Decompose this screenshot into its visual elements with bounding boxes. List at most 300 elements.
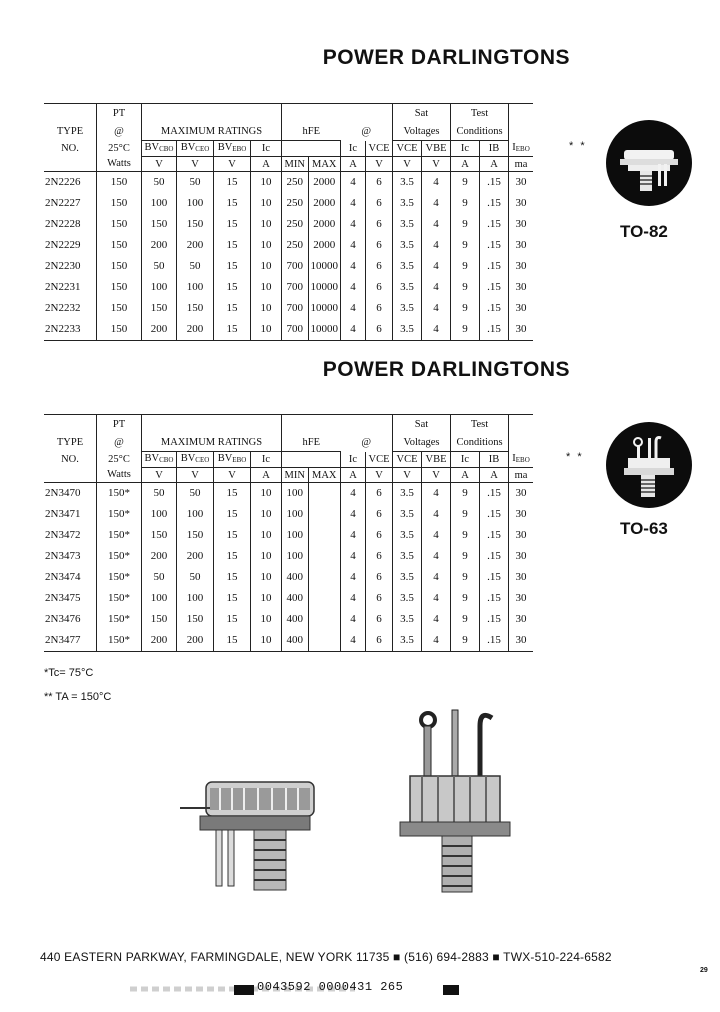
cell-ib-test: .15 [480,504,509,525]
iebo-note-marks: * * [569,140,587,152]
cell-type: 2N2227 [44,193,97,214]
cell-hfe-min: 250 [282,235,309,256]
header-conditions: Conditions [451,122,509,141]
unit-v: V [366,468,393,483]
cell-vce-sat: 3.5 [393,525,422,546]
cell-pt: 150* [97,567,142,588]
cell-pt: 150 [97,277,142,298]
header-sat: Sat [393,415,451,434]
cell-ib-test: .15 [480,256,509,277]
cell-ic-at: 4 [341,256,366,277]
header-blank [282,452,309,468]
cell-ic-test: 9 [451,214,480,235]
cell-type: 2N2233 [44,319,97,341]
table-row [44,483,533,505]
header-hfe-at: @ [341,433,393,452]
header-blank [341,104,393,123]
header-pt-at: @ [97,433,142,452]
cell-ic-at: 4 [341,277,366,298]
cell-iebo: 30 [515,176,527,188]
section-title: POWER DARLINGTONS [322,358,570,381]
header-pt-at: @ [97,122,142,141]
table-row [44,609,533,630]
cell-bvcbo: 150 [142,525,177,546]
cell-vce-at: 6 [366,630,393,652]
cell-hfe-min: 400 [282,630,309,652]
cell-bvcbo: 100 [142,504,177,525]
cell-bvebo: 15 [214,256,251,277]
cell-iebo: 30 [515,197,527,209]
unit-a: A [341,157,366,172]
cell-ic-test: 9 [451,609,480,630]
page-number: 29 [700,967,708,974]
cell-bvceo: 200 [177,546,214,567]
cell-vbe-sat: 4 [422,235,451,256]
cell-hfe-max [308,630,341,652]
header-vbe-sat: VBE [422,452,451,468]
cell-bvceo: 200 [177,235,214,256]
cell-ib-test: .15 [480,546,509,567]
header-pt-temp: 25°C [97,452,142,468]
unit-v: V [177,157,214,172]
cell-vce-sat: 3.5 [393,546,422,567]
header-blank [142,104,282,123]
cell-hfe-min: 100 [282,504,309,525]
cell-type: 2N3477 [44,630,97,652]
cell-ic: 10 [251,214,282,235]
cell-iebo: 30 [515,550,527,562]
cell-hfe-min: 700 [282,277,309,298]
header-ib-test: IB [480,452,509,468]
cell-vce-sat: 3.5 [393,504,422,525]
unit-ma: ma [509,157,534,172]
cell-bvcbo: 50 [142,483,177,505]
cell-ic: 10 [251,483,282,505]
cell-type: 2N3470 [44,483,97,505]
cell-hfe-max [308,546,341,567]
cell-bvebo: 15 [214,298,251,319]
cell-bvebo: 15 [214,277,251,298]
cell-vce-at: 6 [366,483,393,505]
header-blank [44,415,97,434]
cell-ic-test: 9 [451,504,480,525]
cell-hfe-max [308,609,341,630]
cell-bvceo: 100 [177,588,214,609]
unit-a: A [451,157,480,172]
cell-vbe-sat: 4 [422,298,451,319]
header-no: NO. [44,452,97,468]
table-row [44,588,533,609]
header-bvcbo: BVCBO [142,452,177,468]
cell-iebo: 30 [515,508,527,520]
to82-package-photo [180,782,314,890]
cell-vbe-sat: 4 [422,588,451,609]
unit-v: V [142,468,177,483]
header-blank [509,415,534,434]
cell-ib-test: .15 [480,298,509,319]
cell-bvcbo: 150 [142,298,177,319]
header-type: TYPE [44,433,97,452]
cell-vce-sat: 3.5 [393,588,422,609]
cell-ic-test: 9 [451,172,480,194]
table-row [44,567,533,588]
cell-bvebo: 15 [214,504,251,525]
header-ic: Ic [251,141,282,157]
cell-hfe-min: 100 [282,546,309,567]
cell-hfe-max [308,567,341,588]
cell-ib-test: .15 [480,319,509,341]
cell-ic-test: 9 [451,235,480,256]
cell-ic: 10 [251,630,282,652]
barcode-block [234,985,254,995]
cell-bvebo: 15 [214,193,251,214]
cell-vbe-sat: 4 [422,630,451,652]
to82-package-icon [606,120,692,206]
header-test: Test [451,415,509,434]
cell-type: 2N3476 [44,609,97,630]
cell-vbe-sat: 4 [422,483,451,505]
cell-vbe-sat: 4 [422,567,451,588]
cell-vbe-sat: 4 [422,277,451,298]
header-bvceo: BVCEO [177,141,214,157]
cell-ic-test: 9 [451,277,480,298]
cell-bvceo: 150 [177,214,214,235]
cell-bvceo: 50 [177,256,214,277]
table-row [44,256,533,277]
cell-ic-at: 4 [341,504,366,525]
cell-iebo: 30 [515,613,527,625]
cell-ic-test: 9 [451,630,480,652]
footnote-tc: *Tc= 75°C [44,667,94,679]
cell-ic: 10 [251,256,282,277]
unit-v: V [214,468,251,483]
cell-iebo: 30 [515,302,527,314]
cell-ib-test: .15 [480,235,509,256]
cell-vbe-sat: 4 [422,546,451,567]
cell-vce-sat: 3.5 [393,630,422,652]
cell-ic-at: 4 [341,588,366,609]
cell-bvcbo: 50 [142,567,177,588]
cell-bvceo: 100 [177,277,214,298]
table-row [44,546,533,567]
footnote-ta: ** TA = 150°C [44,691,112,703]
cell-vce-sat: 3.5 [393,256,422,277]
cell-vce-sat: 3.5 [393,277,422,298]
cell-bvcbo: 150 [142,609,177,630]
header-pt-unit: Watts [97,157,142,172]
unit-v: V [393,468,422,483]
header-blank [44,104,97,123]
header-type: TYPE [44,122,97,141]
cell-vce-sat: 3.5 [393,483,422,505]
header-ic-at: Ic [341,452,366,468]
cell-ic-at: 4 [341,525,366,546]
cell-bvcbo: 100 [142,588,177,609]
cell-vce-sat: 3.5 [393,172,422,194]
cell-vce-sat: 3.5 [393,214,422,235]
header-hfe-at: @ [341,122,393,141]
cell-vce-at: 6 [366,256,393,277]
cell-pt: 150* [97,609,142,630]
cell-type: 2N2226 [44,172,97,194]
cell-hfe-max: 10000 [308,319,341,341]
cell-ib-test: .15 [480,483,509,505]
header-blank [44,157,97,172]
cell-ic: 10 [251,504,282,525]
cell-type: 2N2228 [44,214,97,235]
unit-a: A [480,157,509,172]
cell-pt: 150 [97,172,142,194]
table-row [44,214,533,235]
cell-ic-test: 9 [451,256,480,277]
unit-a: A [251,157,282,172]
cell-bvcbo: 100 [142,193,177,214]
header-iebo [509,122,534,141]
cell-ic: 10 [251,588,282,609]
cell-bvcbo: 200 [142,546,177,567]
cell-bvcbo: 100 [142,277,177,298]
cell-bvceo: 50 [177,567,214,588]
unit-a: A [341,468,366,483]
table-row [44,235,533,256]
cell-ic-test: 9 [451,483,480,505]
unit-ma: ma [509,468,534,483]
header-vce-sat: VCE [393,141,422,157]
header-hfe-max: MAX [308,468,341,483]
cell-hfe-min: 100 [282,525,309,546]
cell-iebo: 30 [509,319,534,341]
header-ib-test: IB [480,141,509,157]
cell-vce-at: 6 [366,525,393,546]
table-row [44,193,533,214]
cell-ic-test: 9 [451,546,480,567]
header-hfe-max: MAX [308,157,341,172]
header-voltages: Voltages [393,433,451,452]
cell-ib-test: .15 [480,567,509,588]
cell-bvebo: 15 [214,214,251,235]
cell-bvceo: 50 [177,483,214,505]
cell-hfe-min: 400 [282,588,309,609]
cell-ic-test: 9 [451,298,480,319]
cell-pt: 150 [97,235,142,256]
cell-bvceo: 100 [177,193,214,214]
cell-type: 2N3474 [44,567,97,588]
cell-pt: 150 [97,256,142,277]
header-blank [341,415,393,434]
table-row [44,319,533,341]
cell-hfe-min: 700 [282,298,309,319]
unit-v: V [422,468,451,483]
cell-ic: 10 [251,235,282,256]
header-max-ratings: MAXIMUM RATINGS [142,433,282,452]
header-bvebo: BVEBO [214,452,251,468]
spec-table-to82 [44,103,533,341]
cell-ib-test: .15 [480,630,509,652]
unit-v: V [142,157,177,172]
cell-bvceo: 150 [177,525,214,546]
header-pt: PT [97,415,142,434]
cell-vce-at: 6 [366,588,393,609]
cell-ib-test: .15 [480,172,509,194]
header-iebo-symbol: IEBO [509,452,534,468]
cell-ib-test: .15 [480,588,509,609]
cell-ic: 10 [251,193,282,214]
to63-package-photo [400,710,510,892]
cell-bvcbo: 50 [142,256,177,277]
cell-bvcbo: 50 [142,172,177,194]
cell-ic-at: 4 [341,567,366,588]
cell-vce-at: 6 [366,298,393,319]
cell-vbe-sat: 4 [422,256,451,277]
cell-bvceo: 50 [177,172,214,194]
cell-hfe-min: 700 [282,256,309,277]
cell-iebo: 30 [515,218,527,230]
header-blank [308,141,341,157]
cell-pt: 150* [97,525,142,546]
cell-hfe-max [308,504,341,525]
cell-ic: 10 [251,298,282,319]
header-pt-temp: 25°C [97,141,142,157]
cell-bvcbo: 200 [142,235,177,256]
cell-bvceo: 100 [177,504,214,525]
cell-ic-at: 4 [341,630,366,652]
cell-ic-test: 9 [451,525,480,546]
cell-ic-at: 4 [341,193,366,214]
cell-ic-at: 4 [341,235,366,256]
header-hfe: hFE [302,125,320,137]
cell-bvceo: 200 [177,319,214,341]
cell-hfe-min: 700 [282,319,309,341]
cell-vce-at: 6 [366,277,393,298]
cell-hfe-min: 100 [282,483,309,505]
cell-bvebo: 15 [214,546,251,567]
spec-table-to63 [44,414,533,652]
cell-vbe-sat: 4 [422,525,451,546]
cell-ib-test: .15 [480,525,509,546]
header-ic-test: Ic [451,452,480,468]
cell-ic-test: 9 [451,588,480,609]
header-blank [142,415,282,434]
header-pt-unit: Watts [97,468,142,483]
table-row [44,504,533,525]
cell-ic-at: 4 [341,609,366,630]
cell-hfe-max: 2000 [308,172,341,194]
cell-bvceo: 200 [177,630,214,652]
cell-pt: 150 [97,298,142,319]
cell-ib-test: .15 [480,277,509,298]
cell-pt: 150 [97,319,142,341]
cell-ib-test: .15 [480,214,509,235]
cell-ic: 10 [251,546,282,567]
unit-v: V [422,157,451,172]
barcode-text: 0043592 0000431 265 [257,980,404,994]
cell-iebo: 30 [515,592,527,604]
cell-type: 2N3475 [44,588,97,609]
cell-ic: 10 [251,525,282,546]
unit-v: V [177,468,214,483]
unit-v: V [393,157,422,172]
cell-ic-at: 4 [341,214,366,235]
header-bvceo: BVCEO [177,452,214,468]
barcode-block [443,985,459,995]
cell-ic-at: 4 [341,298,366,319]
cell-ic: 10 [251,172,282,194]
cell-vce-sat: 3.5 [393,319,422,341]
header-test: Test [451,104,509,123]
header-vbe-sat: VBE [422,141,451,157]
cell-hfe-min: 250 [282,214,309,235]
cell-bvebo: 15 [214,630,251,652]
cell-hfe-min: 400 [282,609,309,630]
header-hfe-min: MIN [282,157,309,172]
table-row [44,298,533,319]
header-vce-at: VCE [366,452,393,468]
header-ic-at: Ic [341,141,366,157]
cell-pt: 150* [97,630,142,652]
cell-iebo: 30 [515,239,527,251]
cell-type: 2N3471 [44,504,97,525]
cell-hfe-min: 400 [282,567,309,588]
cell-hfe-min: 250 [282,193,309,214]
cell-hfe-max: 10000 [308,277,341,298]
cell-type: 2N2230 [44,256,97,277]
cell-hfe-max [308,483,341,505]
header-blank [282,415,341,434]
header-iebo [509,433,534,452]
cell-bvebo: 15 [214,588,251,609]
cell-vce-at: 6 [366,546,393,567]
package-label-to82: TO-82 [620,222,668,241]
header-hfe-min: MIN [282,468,309,483]
cell-iebo: 30 [515,281,527,293]
header-bvebo: BVEBO [214,141,251,157]
header-blank [308,452,341,468]
cell-vbe-sat: 4 [422,504,451,525]
header-blank [282,141,309,157]
cell-vce-sat: 3.5 [393,235,422,256]
cell-iebo: 30 [515,487,527,499]
cell-ic-at: 4 [341,319,366,341]
cell-ic: 10 [251,567,282,588]
cell-ic-test: 9 [451,567,480,588]
unit-v: V [366,157,393,172]
cell-hfe-max: 10000 [308,298,341,319]
cell-ic-at: 4 [341,483,366,505]
cell-vce-at: 6 [366,504,393,525]
cell-ic: 10 [251,609,282,630]
footer-address: 440 EASTERN PARKWAY, FARMINGDALE, NEW YORK 11735 ■ (516) 694-2883 ■ TWX-510-224-6582 [40,950,612,964]
cell-ic-at: 4 [341,546,366,567]
cell-vce-at: 6 [366,193,393,214]
table-row [44,277,533,298]
cell-iebo: 30 [509,630,534,652]
cell-vce-at: 6 [366,172,393,194]
cell-bvceo: 150 [177,609,214,630]
cell-pt: 150* [97,504,142,525]
cell-vce-sat: 3.5 [393,609,422,630]
unit-a: A [451,468,480,483]
cell-bvcbo: 200 [142,319,177,341]
cell-hfe-max [308,588,341,609]
cell-pt: 150 [97,214,142,235]
header-pt: PT [97,104,142,123]
header-ic: Ic [251,452,282,468]
cell-vbe-sat: 4 [422,172,451,194]
cell-vce-at: 6 [366,609,393,630]
cell-bvebo: 15 [214,525,251,546]
header-blank [509,104,534,123]
header-voltages: Voltages [393,122,451,141]
